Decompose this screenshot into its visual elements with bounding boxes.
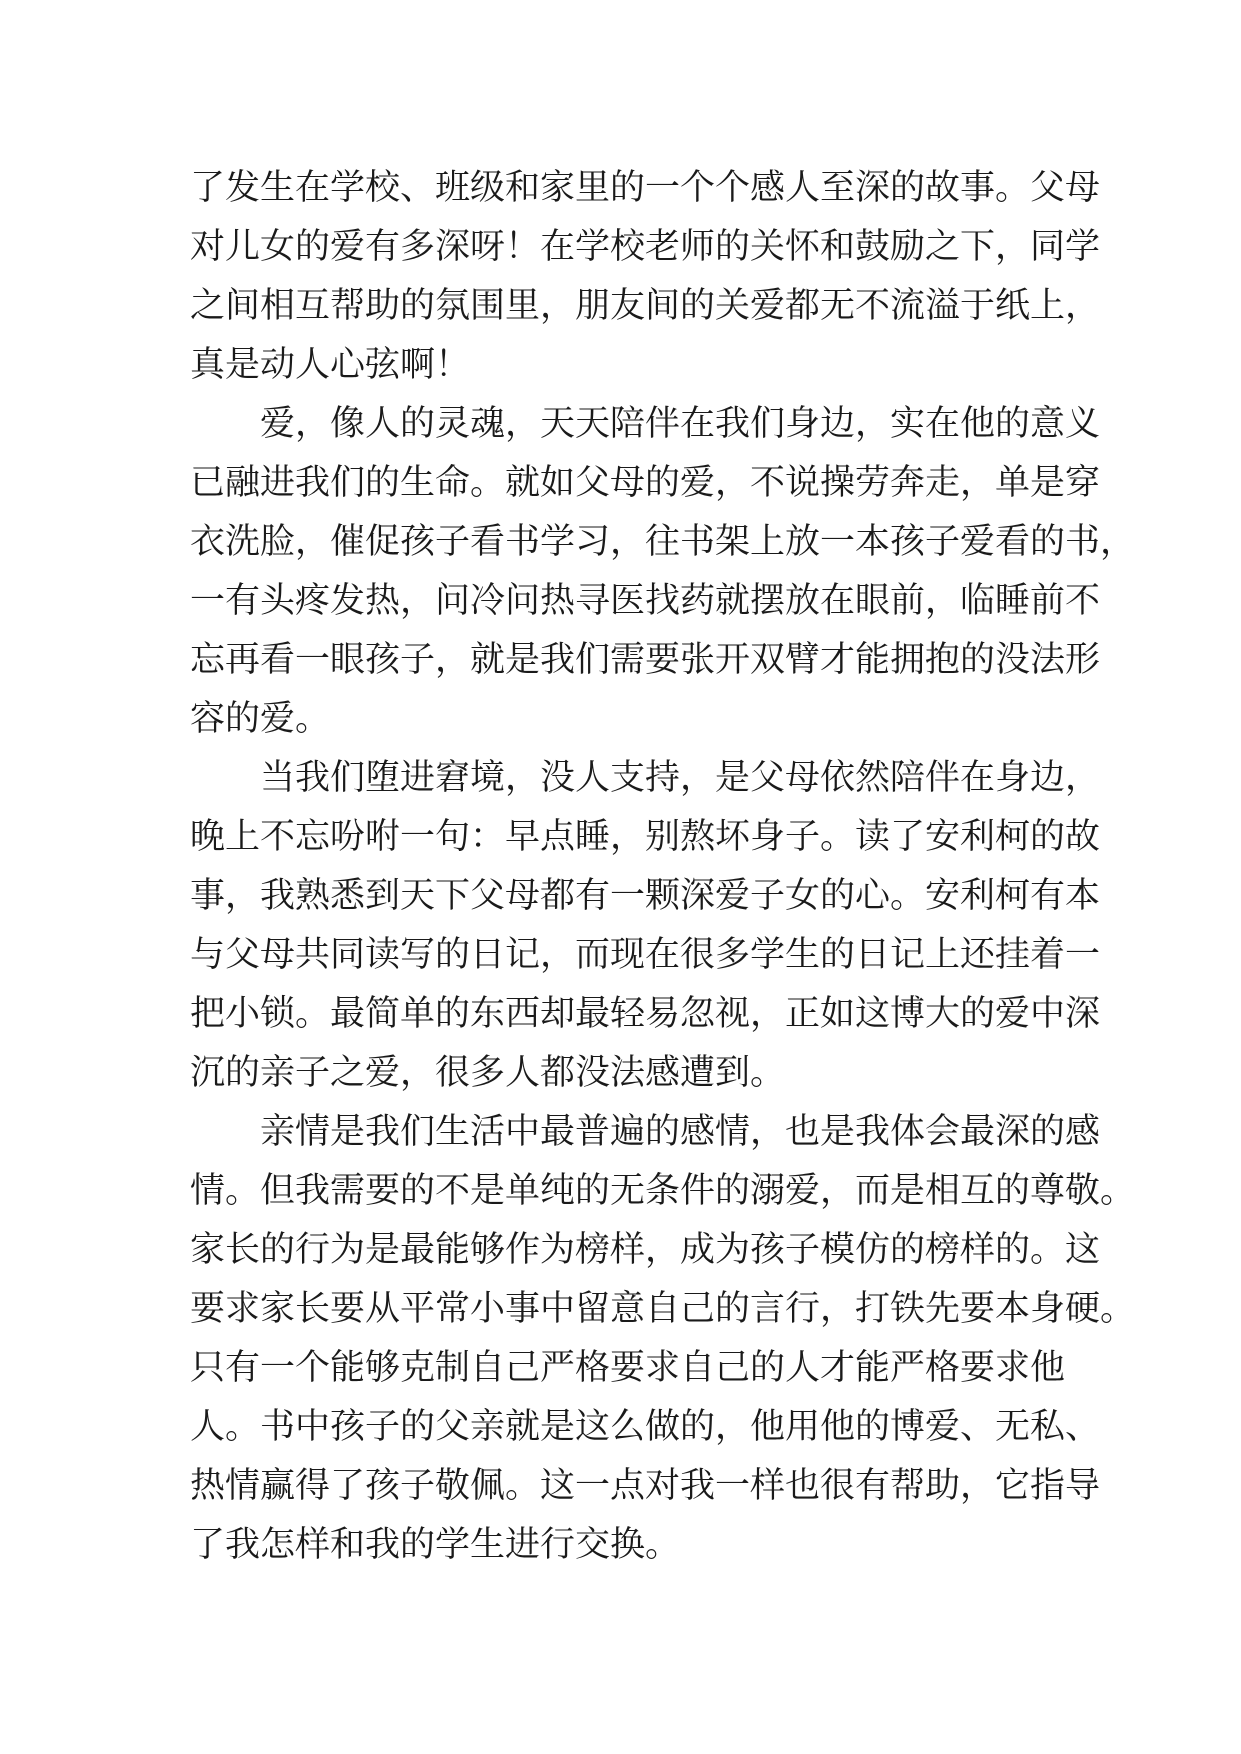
text-line: 家长的行为是最能够作为榜样，成为孩子模仿的榜样的。这 bbox=[190, 1230, 1101, 1270]
paragraph-1 bbox=[190, 159, 1101, 395]
text-line: 容的爱。 bbox=[190, 699, 331, 739]
body-text bbox=[190, 159, 1136, 1575]
text-line: 情。但我需要的不是单纯的无条件的溺爱，而是相互的尊敬。 bbox=[190, 1171, 1136, 1211]
paragraph-2 bbox=[190, 395, 1136, 749]
text-line: 亲情是我们生活中最普遍的感情，也是我体会最深的感 bbox=[260, 1112, 1101, 1152]
text-line: 对儿女的爱有多深呀！在学校老师的关怀和鼓励之下，同学 bbox=[190, 227, 1101, 267]
text-line: 一有头疼发热，问冷问热寻医找药就摆放在眼前，临睡前不 bbox=[190, 581, 1101, 621]
text-line: 与父母共同读写的日记，而现在很多学生的日记上还挂着一 bbox=[190, 935, 1101, 975]
paragraph-3 bbox=[190, 749, 1101, 1103]
text-line: 了我怎样和我的学生进行交换。 bbox=[190, 1525, 681, 1565]
text-line: 真是动人心弦啊！ bbox=[190, 345, 471, 385]
text-line: 要求家长要从平常小事中留意自己的言行，打铁先要本身硬。 bbox=[190, 1289, 1136, 1329]
text-line: 当我们堕进窘境，没人支持，是父母依然陪伴在身边， bbox=[260, 758, 1101, 798]
text-line: 沉的亲子之爱，很多人都没法感遭到。 bbox=[190, 1053, 786, 1093]
text-line: 把小锁。最简单的东西却最轻易忽视，正如这博大的爱中深 bbox=[190, 994, 1101, 1034]
text-line: 已融进我们的生命。就如父母的爱，不说操劳奔走，单是穿 bbox=[190, 463, 1101, 503]
text-line: 人。书中孩子的父亲就是这么做的，他用他的博爱、无私、 bbox=[190, 1407, 1101, 1447]
text-line: 爱，像人的灵魂，天天陪伴在我们身边，实在他的意义 bbox=[260, 404, 1101, 444]
text-line: 了发生在学校、班级和家里的一个个感人至深的故事。父母 bbox=[190, 168, 1101, 208]
text-line: 忘再看一眼孩子，就是我们需要张开双臂才能拥抱的没法形 bbox=[190, 640, 1101, 680]
text-line: 晚上不忘吩咐一句：早点睡，别熬坏身子。读了安利柯的故 bbox=[190, 817, 1101, 857]
text-line: 事，我熟悉到天下父母都有一颗深爱子女的心。安利柯有本 bbox=[190, 876, 1101, 916]
text-line: 只有一个能够克制自己严格要求自己的人才能严格要求他 bbox=[190, 1348, 1066, 1388]
paragraph-4 bbox=[190, 1103, 1136, 1575]
text-line: 之间相互帮助的氛围里，朋友间的关爱都无不流溢于纸上， bbox=[190, 286, 1101, 326]
text-line: 衣洗脸，催促孩子看书学习，往书架上放一本孩子爱看的书， bbox=[190, 522, 1136, 562]
text-line: 热情赢得了孩子敬佩。这一点对我一样也很有帮助，它指导 bbox=[190, 1466, 1101, 1506]
